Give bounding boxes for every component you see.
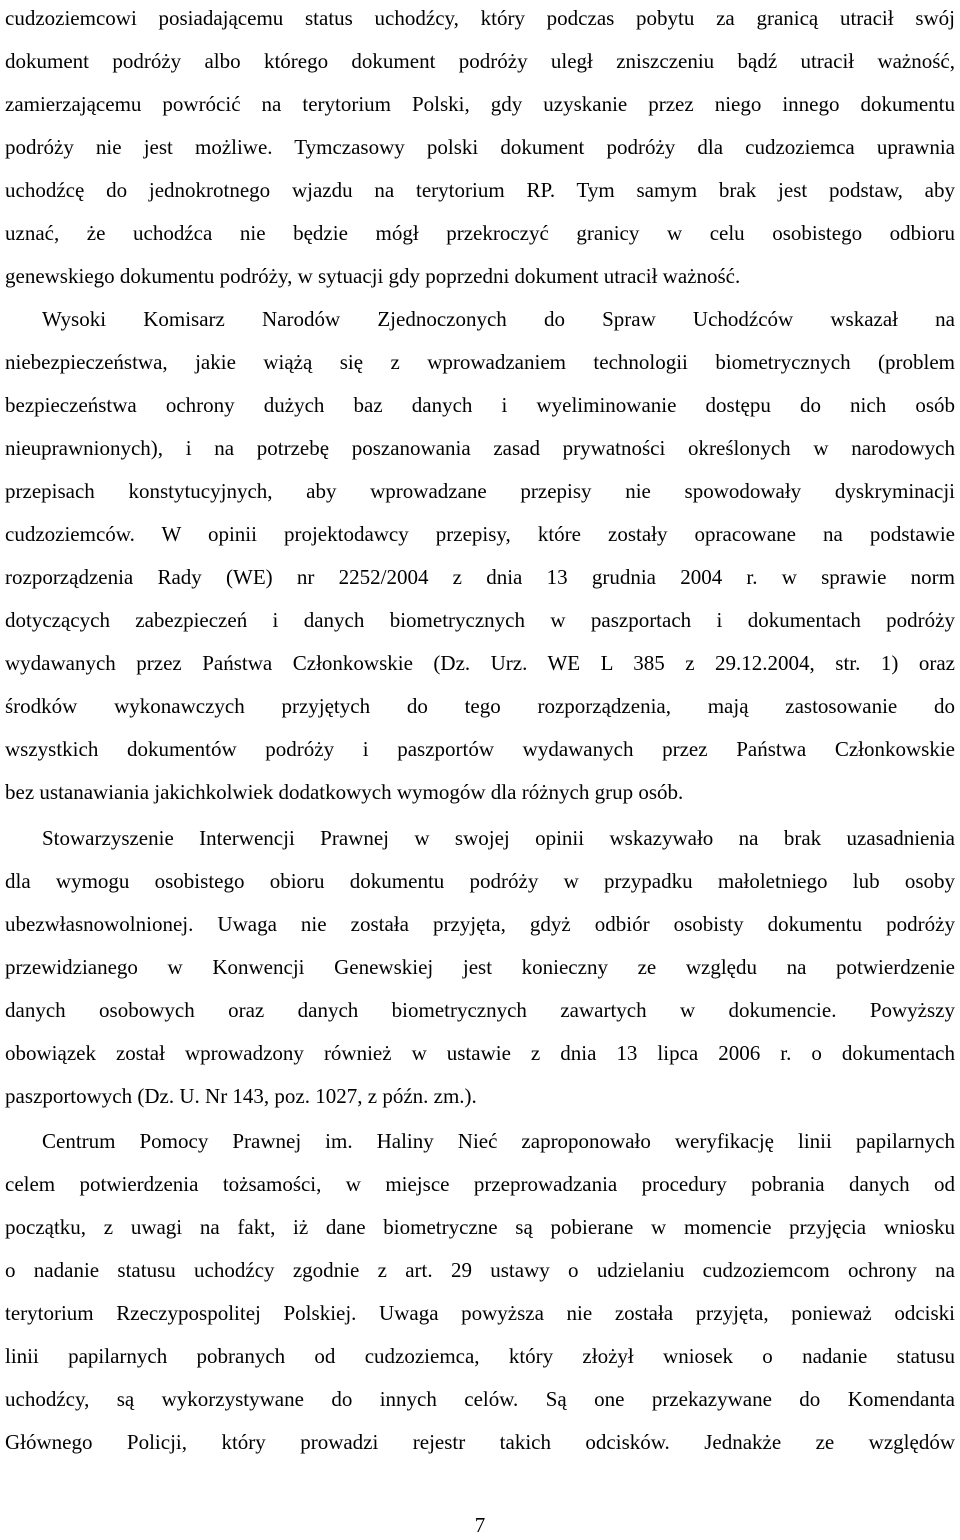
text-line: uznać, że uchodźca nie będzie mógł przekroczyć granicy w celu osobistego odbioru — [5, 221, 955, 245]
text-line: podróży nie jest możliwe. Tymczasowy polski dokument podróży dla cudzoziemca uprawnia — [5, 135, 955, 159]
text-line: cudzoziemców. W opinii projektodawcy przepisy, które zostały opracowane na podstawie — [5, 522, 955, 546]
text-line: linii papilarnych pobranych od cudzoziemca, który złożył wniosek o nadanie statusu — [5, 1344, 955, 1368]
text-line: uchodźcy, są wykorzystywane do innych celów. Są one przekazywane do Komendanta — [5, 1387, 955, 1411]
text-line: niebezpieczeństwa, jakie wiążą się z wprowadzaniem technologii biometrycznych (problem — [5, 350, 955, 374]
page-number: 7 — [474, 1513, 486, 1537]
text-line: terytorium Rzeczypospolitej Polskiej. Uwaga powyższa nie została przyjęta, ponieważ odciski — [5, 1301, 955, 1325]
text-line: cudzoziemcowi posiadającemu status uchodźcy, który podczas pobytu za granicą utracił swój — [5, 6, 955, 30]
text-line: dokument podróży albo którego dokument podróży uległ zniszczeniu bądź utracił ważność, — [5, 49, 955, 73]
document-page — [5, 0, 955, 1537]
text-line: Centrum Pomocy Prawnej im. Haliny Nieć zaproponowało weryfikację linii papilarnych — [42, 1129, 955, 1153]
text-line: przepisach konstytucyjnych, aby wprowadzane przepisy nie spowodowały dyskryminacji — [5, 479, 955, 503]
text-line: paszportowych (Dz. U. Nr 143, poz. 1027, z późn. zm.). — [5, 1084, 477, 1108]
text-line: początku, z uwagi na fakt, iż dane biometryczne są pobierane w momencie przyjęcia wniosku — [5, 1215, 955, 1239]
text-line: Głównego Policji, który prowadzi rejestr takich odcisków. Jednakże ze względów — [5, 1430, 955, 1454]
text-line: wszystkich dokumentów podróży i paszportów wydawanych przez Państwa Członkowskie — [5, 737, 955, 761]
text-line: przewidzianego w Konwencji Genewskiej jest konieczny ze względu na potwierdzenie — [5, 955, 955, 979]
text-line: bezpieczeństwa ochrony dużych baz danych i wyeliminowanie dostępu do nich osób — [5, 393, 955, 417]
text-line: obowiązek został wprowadzony również w ustawie z dnia 13 lipca 2006 r. o dokumentach — [5, 1041, 955, 1065]
text-line: uchodźcę do jednokrotnego wjazdu na terytorium RP. Tym samym brak jest podstaw, aby — [5, 178, 955, 202]
text-line: dla wymogu osobistego obioru dokumentu podróży w przypadku małoletniego lub osoby — [5, 869, 955, 893]
text-line: Stowarzyszenie Interwencji Prawnej w swojej opinii wskazywało na brak uzasadnienia — [42, 826, 955, 850]
text-line: rozporządzenia Rady (WE) nr 2252/2004 z dnia 13 grudnia 2004 r. w sprawie norm — [5, 565, 955, 589]
text-line: bez ustanawiania jakichkolwiek dodatkowych wymogów dla różnych grup osób. — [5, 780, 684, 804]
text-line: Wysoki Komisarz Narodów Zjednoczonych do Spraw Uchodźców wskazał na — [42, 307, 955, 331]
text-line: o nadanie statusu uchodźcy zgodnie z art. 29 ustawy o udzielaniu cudzoziemcom ochrony na — [5, 1258, 955, 1282]
text-line: nieuprawnionych), i na potrzebę poszanowania zasad prywatności określonych w narodowych — [5, 436, 955, 460]
text-line: dotyczących zabezpieczeń i danych biometrycznych w paszportach i dokumentach podróży — [5, 608, 955, 632]
text-line: wydawanych przez Państwa Członkowskie (Dz. Urz. WE L 385 z 29.12.2004, str. 1) oraz — [5, 651, 955, 675]
text-line: danych osobowych oraz danych biometrycznych zawartych w dokumencie. Powyższy — [5, 998, 955, 1022]
text-line: zamierzającemu powrócić na terytorium Polski, gdy uzyskanie przez niego innego dokumentu — [5, 92, 955, 116]
text-line: genewskiego dokumentu podróży, w sytuacji gdy poprzedni dokument utracił ważność. — [5, 264, 741, 288]
text-line: ubezwłasnowolnionej. Uwaga nie została przyjęta, gdyż odbiór osobisty dokumentu podróży — [5, 912, 955, 936]
text-line: środków wykonawczych przyjętych do tego rozporządzenia, mają zastosowanie do — [5, 694, 955, 718]
text-line: celem potwierdzenia tożsamości, w miejsce przeprowadzania procedury pobrania danych od — [5, 1172, 955, 1196]
